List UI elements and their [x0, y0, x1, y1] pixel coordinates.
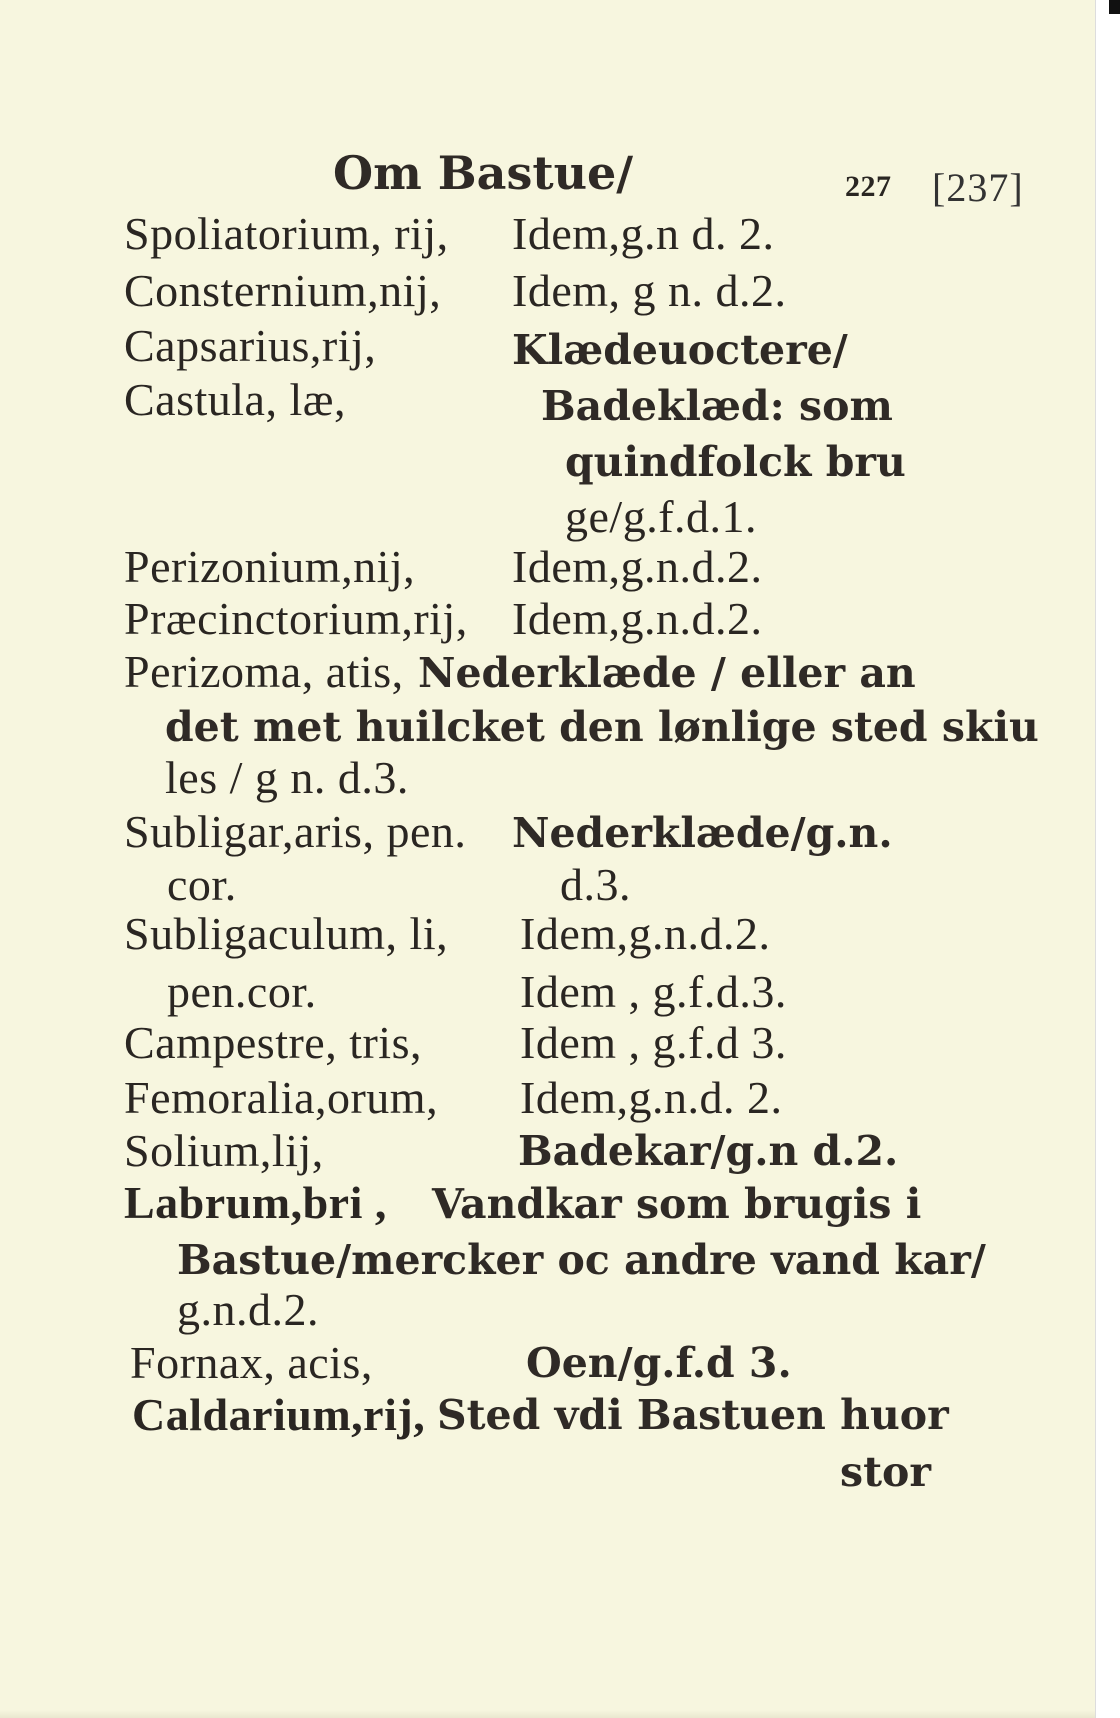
latin-headword: Castula, læ, [124, 374, 346, 425]
latin-headword: Capsarius,rij, [124, 320, 377, 371]
gloss-continuation: Idem , g.f.d.3. [520, 966, 787, 1017]
page-bottom-shadow [0, 1710, 1095, 1718]
gloss: Idem , g.f.d 3. [520, 1017, 787, 1068]
gloss-continuation: det met huilcket den lønlige sted skiu [165, 703, 1039, 751]
gloss-continuation: les / g n. d.3. [165, 752, 409, 803]
gloss: Badekar/g.n d.2. [518, 1127, 899, 1175]
latin-headword: Spoliatorium, rij, [124, 208, 449, 259]
latin-headword: Labrum,bri , [124, 1177, 387, 1228]
gloss: Oen/g.f.d 3. [526, 1339, 792, 1387]
latin-headword: Solium,lij, [124, 1125, 324, 1176]
original-page-number: 227 [845, 170, 892, 203]
gloss-continuation: Bastue/mercker oc andre vand kar/ [177, 1236, 986, 1284]
gloss-continuation: d.3. [560, 859, 631, 910]
running-title: Om Bastue/ [333, 146, 634, 200]
latin-headword: Subligar,aris, pen. [124, 806, 467, 857]
gloss-line: Badeklæd: som [541, 382, 893, 430]
latin-headword: Femoralia,orum, [124, 1072, 439, 1123]
gloss: Nederklæde/g.n. [512, 809, 893, 857]
latin-headword: Campestre, tris, [124, 1017, 422, 1068]
editor-page-number: [237] [932, 165, 1024, 210]
latin-headword: Præcinctorium,rij, [124, 593, 468, 644]
latin-headword: Fornax, acis, [130, 1337, 373, 1388]
latin-headword: Caldarium,rij, [132, 1389, 426, 1440]
scan-margin [1095, 0, 1120, 1718]
gloss-line: quindfolck bru [565, 438, 906, 486]
gloss: Klædeuoctere/ [512, 326, 848, 374]
gloss-continuation: g.n.d.2. [177, 1284, 319, 1335]
scan-edge-mark [1109, 0, 1120, 14]
gloss: Vandkar som brugis i [432, 1180, 922, 1228]
gloss: Nederklæde / eller an [418, 649, 916, 697]
latin-continuation: pen.cor. [167, 966, 317, 1017]
gloss: Idem,g.n.d.2. [512, 541, 763, 592]
latin-headword: Subligaculum, li, [124, 908, 449, 959]
gloss: Sted vdi Bastuen huor [437, 1391, 949, 1439]
gloss-continuation: stor [840, 1448, 931, 1496]
gloss: Idem,g.n.d.2. [512, 593, 763, 644]
gloss: Idem,g.n.d.2. [520, 908, 771, 959]
gloss: Idem, g n. d.2. [512, 265, 787, 316]
gloss: Idem,g.n d. 2. [512, 208, 775, 259]
latin-headword: Perizonium,nij, [124, 541, 416, 592]
latin-headword: Perizoma, atis, [124, 646, 404, 697]
latin-continuation: cor. [167, 859, 237, 910]
gloss: Idem,g.n.d. 2. [520, 1072, 783, 1123]
gloss-line: ge/g.f.d.1. [565, 491, 758, 542]
latin-headword: Consternium,nij, [124, 265, 442, 316]
